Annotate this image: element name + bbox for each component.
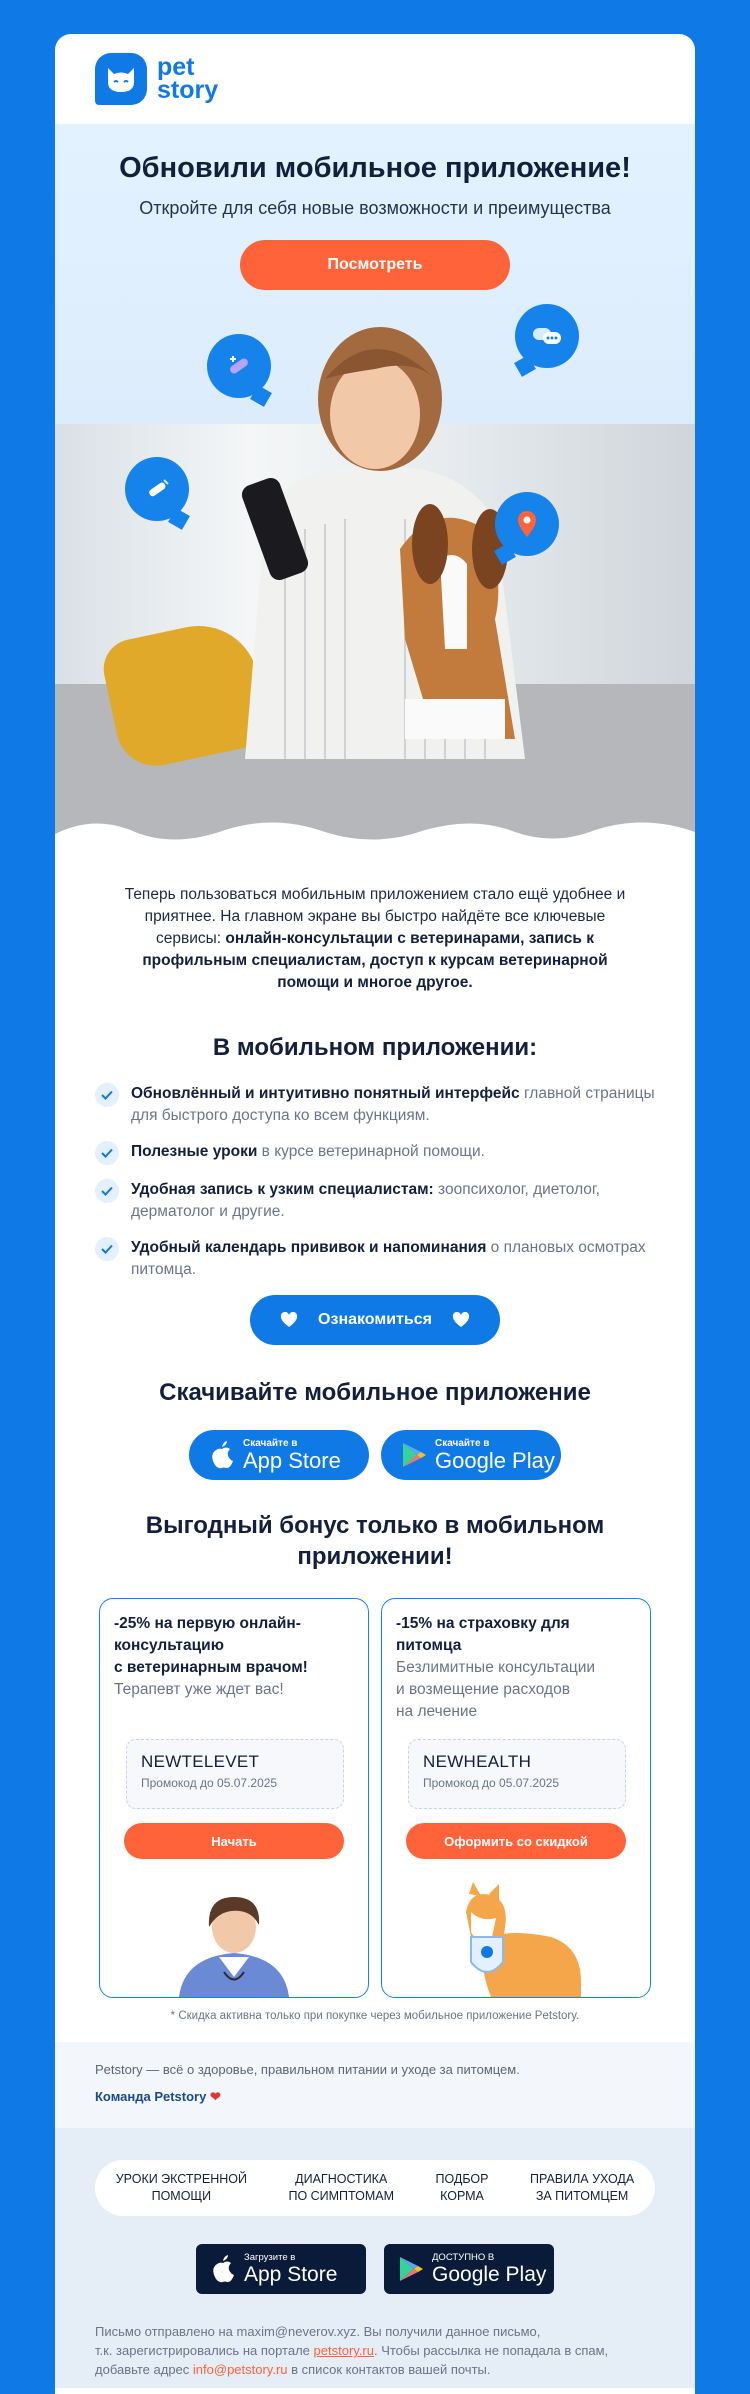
- team-signature: [95, 2089, 655, 2105]
- site-link[interactable]: petstory.ru: [313, 2343, 374, 2358]
- heart-icon: [280, 1312, 298, 1328]
- footer-link-emergency[interactable]: УРОКИ ЭКСТРЕННОЙ ПОМОЩИ: [115, 2172, 247, 2203]
- bonus-card-consultation: [99, 1598, 369, 1998]
- chat-bubble-syringe-icon: [125, 457, 189, 521]
- footer-app-store-label: App Store: [244, 2262, 338, 2286]
- hero-wave-divider: [55, 814, 695, 854]
- bonus-card-title: -25% на первую онлайн-консультацию с ветеринарным врачом!: [114, 1615, 308, 1676]
- legal-line-2b: . Чтобы рассылка не попадала в спам,: [373, 2343, 609, 2358]
- google-play-button[interactable]: [381, 1430, 561, 1480]
- start-button[interactable]: Начать: [124, 1823, 344, 1859]
- check-icon: [95, 1237, 119, 1261]
- download-title: Скачивайте мобильное приложение: [159, 1379, 591, 1406]
- feature-bold: Обновлённый и интуитивно понятный интерфейс: [131, 1085, 520, 1102]
- list-item: [95, 1179, 655, 1223]
- logo-line-1: pet: [157, 53, 195, 81]
- hero-subtitle: Откройте для себя новые возможности и преимущества: [139, 198, 611, 218]
- footer-link-food[interactable]: ПОДБОР КОРМА: [435, 2172, 489, 2203]
- promo-code: NEWTELEVET: [141, 1752, 260, 1771]
- feature-rest: зоопсихолог, диетолог, дерматолог и другие.: [131, 1181, 600, 1220]
- feature-rest: о плановых осмотрах питомца.: [131, 1239, 646, 1278]
- chat-bubble-pill-icon: [207, 334, 271, 398]
- heart-icon: ❤: [209, 2089, 221, 2104]
- bonus-card-insurance: [381, 1598, 651, 1998]
- chat-bubble-chat-icon: [515, 304, 579, 368]
- legal-text: [95, 2322, 655, 2379]
- features-list: [55, 1083, 695, 1281]
- logo-wordmark[interactable]: [157, 53, 219, 104]
- app-store-label: App Store: [243, 1447, 341, 1473]
- promo-code-box[interactable]: [408, 1739, 626, 1809]
- outro: [55, 2042, 695, 2128]
- heart-icon: [452, 1312, 470, 1328]
- learn-more-label: Ознакомиться: [318, 1311, 432, 1328]
- footer-store-buttons: [95, 2244, 655, 2294]
- apple-icon: [210, 2254, 236, 2284]
- feature-bold: Удобная запись к узким специалистам:: [131, 1181, 434, 1198]
- intro-text: [55, 854, 695, 1024]
- feature-rest: главной страницы для быстрого доступа ко всем функциям.: [131, 1085, 655, 1124]
- app-store-small-label: Скачайте в: [243, 1437, 298, 1449]
- footer: [55, 2128, 695, 2388]
- google-play-label: Google Play: [435, 1447, 555, 1473]
- discount-note: * Скидка активна только при покупке через мобильное приложение Petstory.: [170, 2010, 580, 2022]
- google-play-icon: [401, 1441, 427, 1469]
- intro-paragraph: Теперь пользоваться мобильным приложением стало ещё удобнее и приятнее. На главном экране вы быстро найдёте все ключевые сервисы:: [124, 886, 626, 947]
- vet-doctor-illustration: [169, 1887, 299, 1997]
- footer-links: [95, 2160, 655, 2216]
- legal-line-1: Письмо отправлено на maxim@neverov.xyz. Вы получили данное письмо,: [95, 2324, 541, 2339]
- list-item: [95, 1141, 655, 1165]
- app-store-button[interactable]: [189, 1430, 369, 1480]
- bonus-title: Выгодный бонус только в мобильном приложении!: [145, 1512, 605, 1570]
- header: [55, 34, 695, 124]
- list-item: [95, 1237, 655, 1281]
- check-icon: [95, 1179, 119, 1203]
- footer-link-care[interactable]: ПРАВИЛА УХОДА ЗА ПИТОМЦЕМ: [529, 2172, 635, 2203]
- footer-google-play-small: ДОСТУПНО В: [432, 2251, 495, 2263]
- feature-bold: Полезные уроки: [131, 1143, 258, 1160]
- footer-app-store-small: Загрузите в: [244, 2251, 296, 2263]
- email-link[interactable]: info@petstory.ru: [192, 2362, 288, 2377]
- bonus-card-title: -15% на страховку для питомца: [396, 1615, 570, 1654]
- feature-rest: в курсе ветеринарной помощи.: [257, 1143, 485, 1160]
- footer-google-play-button[interactable]: [384, 2244, 554, 2294]
- store-buttons: [55, 1430, 695, 1480]
- footer-link-diagnostics[interactable]: ДИАГНОСТИКА ПО СИМПТОМАМ: [288, 2172, 395, 2203]
- footer-google-play-label: Google Play: [432, 2262, 547, 2286]
- email-card: [55, 34, 695, 2394]
- promo-code: NEWHEALTH: [423, 1752, 532, 1771]
- features-title: В мобильном приложении:: [212, 1034, 538, 1061]
- intro-paragraph-bold: онлайн-консультации с ветеринарами, запись к профильным специалистам, доступ к курсам ветеринарной помощи и многое другое.: [142, 930, 608, 991]
- learn-more-button[interactable]: [250, 1295, 500, 1345]
- legal-line-2a: т.к. зарегистрировались на портале: [95, 2343, 314, 2358]
- hero: [55, 124, 695, 854]
- check-icon: [95, 1141, 119, 1165]
- legal-line-3a: добавьте адрес: [95, 2362, 193, 2377]
- promo-code-box[interactable]: [126, 1739, 344, 1809]
- check-icon: [95, 1083, 119, 1107]
- bonus-card-desc: Безлимитные консультации и возмещение расходов на лечение: [396, 1659, 596, 1720]
- team-name: Команда Petstory: [95, 2089, 207, 2104]
- logo-line-2: story: [157, 76, 219, 104]
- corgi-shield-illustration: [441, 1882, 591, 1997]
- list-item: [95, 1083, 655, 1127]
- logo-cat-icon[interactable]: [95, 53, 147, 105]
- promo-valid-until: Промокод до 05.07.2025: [423, 1776, 560, 1790]
- apple-icon: [209, 1440, 235, 1470]
- chat-bubble-location-icon: [495, 492, 559, 556]
- promo-valid-until: Промокод до 05.07.2025: [141, 1776, 278, 1790]
- get-discount-button[interactable]: Оформить со скидкой: [406, 1823, 626, 1859]
- footer-app-store-button[interactable]: [196, 2244, 366, 2294]
- bonus-cards: [55, 1598, 695, 1998]
- legal-line-3b: в список контактов вашей почты.: [287, 2362, 491, 2377]
- google-play-small-label: Скачайте в: [435, 1437, 490, 1449]
- view-button[interactable]: Посмотреть: [240, 240, 510, 290]
- bonus-card-desc: Терапевт уже ждет вас!: [114, 1681, 284, 1698]
- hero-title: Обновили мобильное приложение!: [119, 152, 631, 184]
- feature-bold: Удобный календарь прививок и напоминания: [131, 1239, 487, 1256]
- outro-text: Petstory — всё о здоровье, правильном питании и уходе за питомцем.: [95, 2062, 520, 2077]
- google-play-icon: [398, 2255, 424, 2283]
